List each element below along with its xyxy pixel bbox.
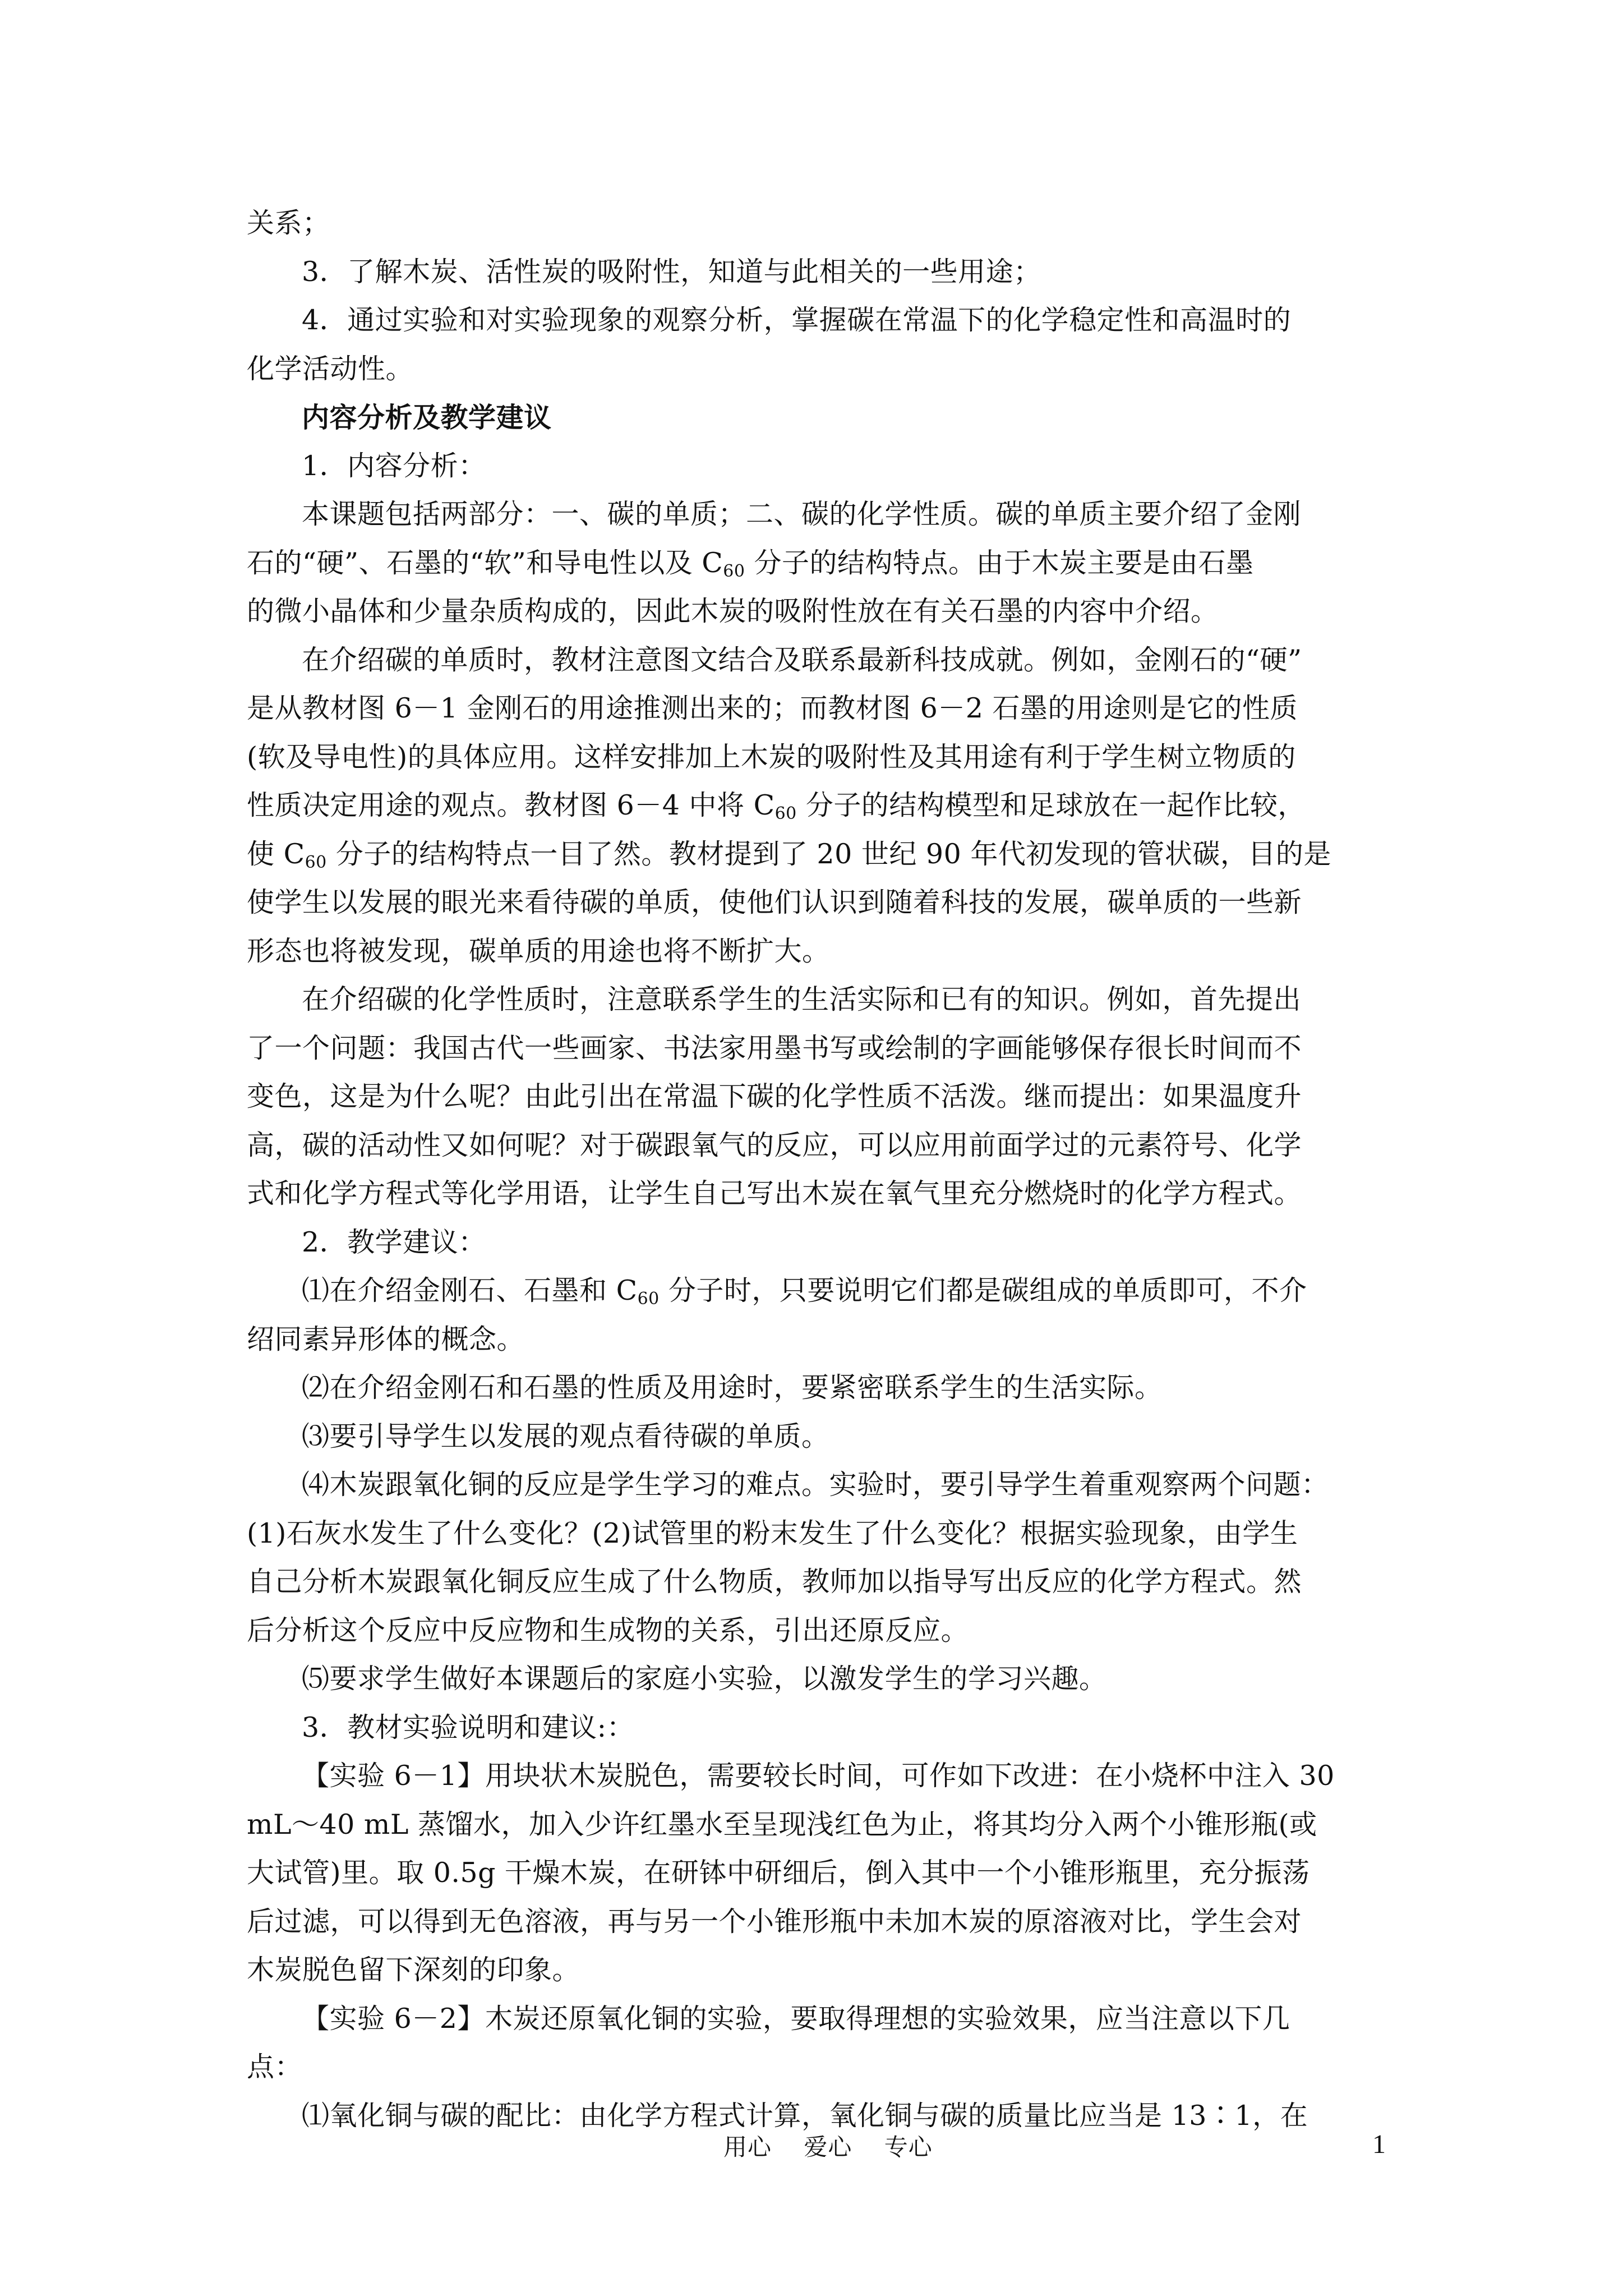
text-line xyxy=(247,830,1346,879)
text-line: ⑵在介绍金刚石和石墨的性质及用途时，要紧密联系学生的生活实际。 xyxy=(302,1372,1163,1404)
text-line: 后过滤，可以得到无色溶液，再与另一个小锥形瓶中未加木炭的原溶液对比，学生会对 xyxy=(247,1905,1302,1938)
text-line: 关系； xyxy=(247,207,330,239)
body-text xyxy=(247,199,1346,2140)
text-line: 式和化学方程式等化学用语，让学生自己写出木炭在氧气里充分燃烧时的化学方程式。 xyxy=(247,1177,1302,1209)
text-line: 形态也将被发现，碳单质的用途也将不断扩大。 xyxy=(247,935,830,967)
text-line: ⑸要求学生做好本课题后的家庭小实验，以激发学生的学习兴趣。 xyxy=(302,1663,1107,1695)
text-line: 在介绍碳的单质时，教材注意图文结合及联系最新科技成就。例如，金刚石的“硬” xyxy=(302,643,1302,676)
text-line: 在介绍碳的化学性质时，注意联系学生的生活实际和已有的知识。例如，首先提出 xyxy=(302,983,1302,1015)
text-line: 【实验 6－2】木炭还原氧化铜的实验，要取得理想的实验效果，应当注意以下几 xyxy=(302,2002,1290,2035)
text-line: ⑶要引导学生以发展的观点看待碳的单质。 xyxy=(302,1420,829,1452)
text-line: 1．内容分析： xyxy=(302,449,486,482)
page-number: 1 xyxy=(1372,2129,1386,2159)
text-line: 是从教材图 6－1 金刚石的用途推测出来的；而教材图 6－2 石墨的用途则是它的性质 xyxy=(247,692,1298,724)
text-line: mL～40 mL 蒸馏水，加入少许红墨水至呈现浅红色为止，将其均分入两个小锥形瓶(或 xyxy=(247,1808,1317,1841)
text-line: 3．了解木炭、活性炭的吸附性，知道与此相关的一些用途； xyxy=(302,255,1041,288)
text-line: 4．通过实验和对实验现象的观察分析，掌握碳在常温下的化学稳定性和高温时的 xyxy=(302,304,1292,336)
text-line xyxy=(247,781,1346,830)
text-line: 点： xyxy=(247,2051,303,2083)
text-line: 后分析这个反应中反应物和生成物的关系，引出还原反应。 xyxy=(247,1614,969,1646)
text-line: 化学活动性。 xyxy=(247,352,414,385)
text-line: 绍同素异形体的概念。 xyxy=(247,1323,525,1355)
text-line: (软及导电性)的具体应用。这样安排加上木炭的吸附性及其用途有利于学生树立物质的 xyxy=(247,740,1296,773)
subscript: 60 xyxy=(637,1289,660,1309)
text-segment: 分子的结构模型和足球放在一起作比较， xyxy=(796,789,1306,821)
text-line: 了一个问题：我国古代一些画家、书法家用墨书写或绘制的字画能够保存很长时间而不 xyxy=(247,1032,1302,1064)
text-segment: 分子的结构特点一目了然。教材提到了 20 世纪 90 年代初发现的管状碳，目的是 xyxy=(326,838,1331,870)
text-line: 自己分析木炭跟氧化铜反应生成了什么物质，教师加以指导写出反应的化学方程式。然 xyxy=(247,1566,1302,1598)
text-line: ⑷木炭跟氧化铜的反应是学生学习的难点。实验时，要引导学生着重观察两个问题： xyxy=(302,1469,1329,1501)
text-line: 大试管)里。取 0.5g 干燥木炭，在研钵中研细后，倒入其中一个小锥形瓶里，充分振荡 xyxy=(247,1857,1310,1889)
text-line: ⑴氧化铜与碳的配比：由化学方程式计算，氧化铜与碳的质量比应当是 13∶1，在 xyxy=(302,2099,1308,2132)
text-segment: 石的“硬”、石墨的“软”和导电性以及 C xyxy=(247,546,723,579)
text-line: 高，碳的活动性又如何呢？对于碳跟氧气的反应，可以应用前面学过的元素符号、化学 xyxy=(247,1129,1302,1161)
text-segment: 分子的结构特点。由于木炭主要是由石墨 xyxy=(745,546,1254,579)
text-line xyxy=(247,539,1346,588)
text-segment: 性质决定用途的观点。教材图 6－4 中将 C xyxy=(247,789,775,821)
text-line: 的微小晶体和少量杂质构成的，因此木炭的吸附性放在有关石墨的内容中介绍。 xyxy=(247,595,1219,627)
text-line: 使学生以发展的眼光来看待碳的单质，使他们认识到随着科技的发展，碳单质的一些新 xyxy=(247,886,1302,918)
text-line xyxy=(247,1267,1346,1315)
text-segment: ⑴在介绍金刚石、石墨和 C xyxy=(302,1274,638,1306)
subscript: 60 xyxy=(774,804,797,823)
text-line: 本课题包括两部分：一、碳的单质；二、碳的化学性质。碳的单质主要介绍了金刚 xyxy=(302,498,1302,530)
footer-motto: 用心 爱心 专心 xyxy=(723,2133,933,2161)
text-line: 变色，这是为什么呢？由此引出在常温下碳的化学性质不活泼。继而提出：如果温度升 xyxy=(247,1080,1302,1112)
subscript: 60 xyxy=(305,852,327,872)
section-heading: 内容分析及教学建议 xyxy=(302,401,552,434)
text-line: (1)石灰水发生了什么变化？(2)试管里的粉末发生了什么变化？根据实验现象，由学生 xyxy=(247,1517,1298,1549)
text-line: 3．教材实验说明和建议:： xyxy=(302,1711,635,1743)
text-line: 2．教学建议： xyxy=(302,1226,486,1258)
text-line: 木炭脱色留下深刻的印象。 xyxy=(247,1954,580,1986)
text-segment: 使 C xyxy=(247,838,305,870)
subscript: 60 xyxy=(723,561,745,581)
text-segment: 分子时，只要说明它们都是碳组成的单质即可，不介 xyxy=(659,1274,1307,1306)
text-line: 【实验 6－1】用块状木炭脱色，需要较长时间，可作如下改进：在小烧杯中注入 30 xyxy=(302,1760,1335,1792)
